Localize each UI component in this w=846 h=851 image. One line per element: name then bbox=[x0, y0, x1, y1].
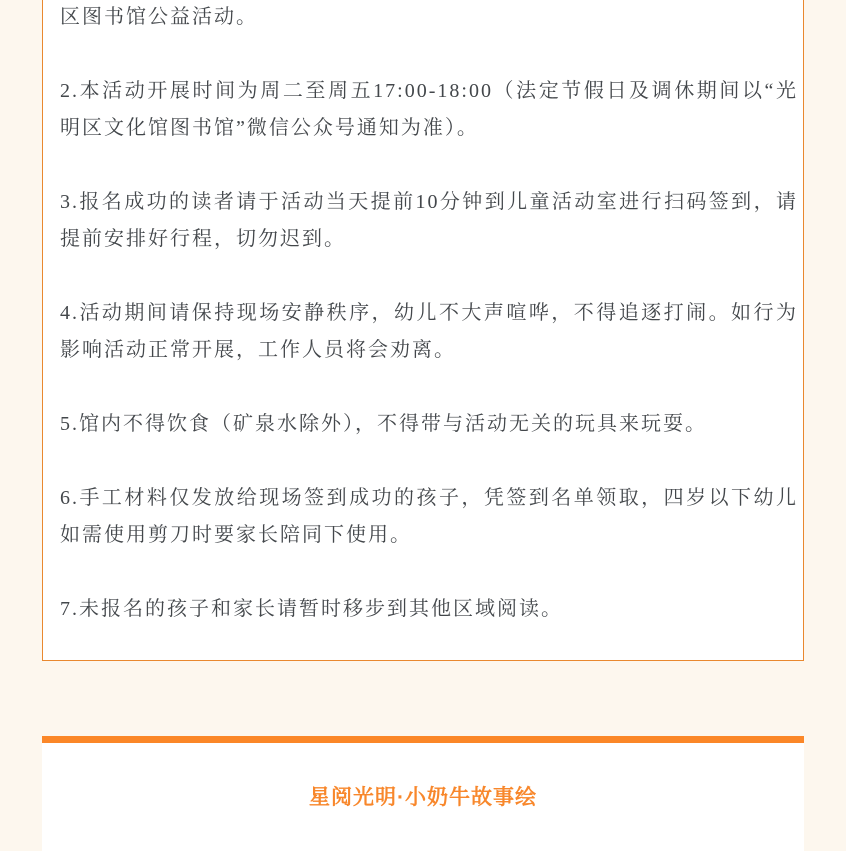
footer-title: 星阅光明·小奶牛故事绘 bbox=[309, 786, 537, 809]
notice-item-1-continued: 区图书馆公益活动。 bbox=[60, 6, 258, 28]
notice-item-2: 2.本活动开展时间为周二至周五17:00-18:00（法定节假日及调休期间以“光明区文化馆图书馆”微信公众号通知为准）。 bbox=[60, 80, 798, 139]
notice-item-4: 4.活动期间请保持现场安静秩序，幼儿不大声喧哗，不得追逐打闹。如行为影响活动正常开展，工作人员将会劝离。 bbox=[60, 302, 798, 361]
notice-box bbox=[42, 0, 804, 661]
notice-item-3: 3.报名成功的读者请于活动当天提前10分钟到儿童活动室进行扫码签到，请提前安排好行程，切勿迟到。 bbox=[60, 191, 798, 250]
notice-item-7: 7.未报名的孩子和家长请暂时移步到其他区域阅读。 bbox=[60, 598, 563, 620]
notice-item-5: 5.馆内不得饮食（矿泉水除外），不得带与活动无关的玩具来玩耍。 bbox=[60, 413, 707, 435]
footer-section bbox=[42, 743, 804, 851]
notice-item-6: 6.手工材料仅发放给现场签到成功的孩子，凭签到名单领取，四岁以下幼儿如需使用剪刀时要家长陪同下使用。 bbox=[60, 487, 798, 546]
section-divider-bar bbox=[42, 736, 804, 743]
article-column bbox=[42, 0, 804, 851]
